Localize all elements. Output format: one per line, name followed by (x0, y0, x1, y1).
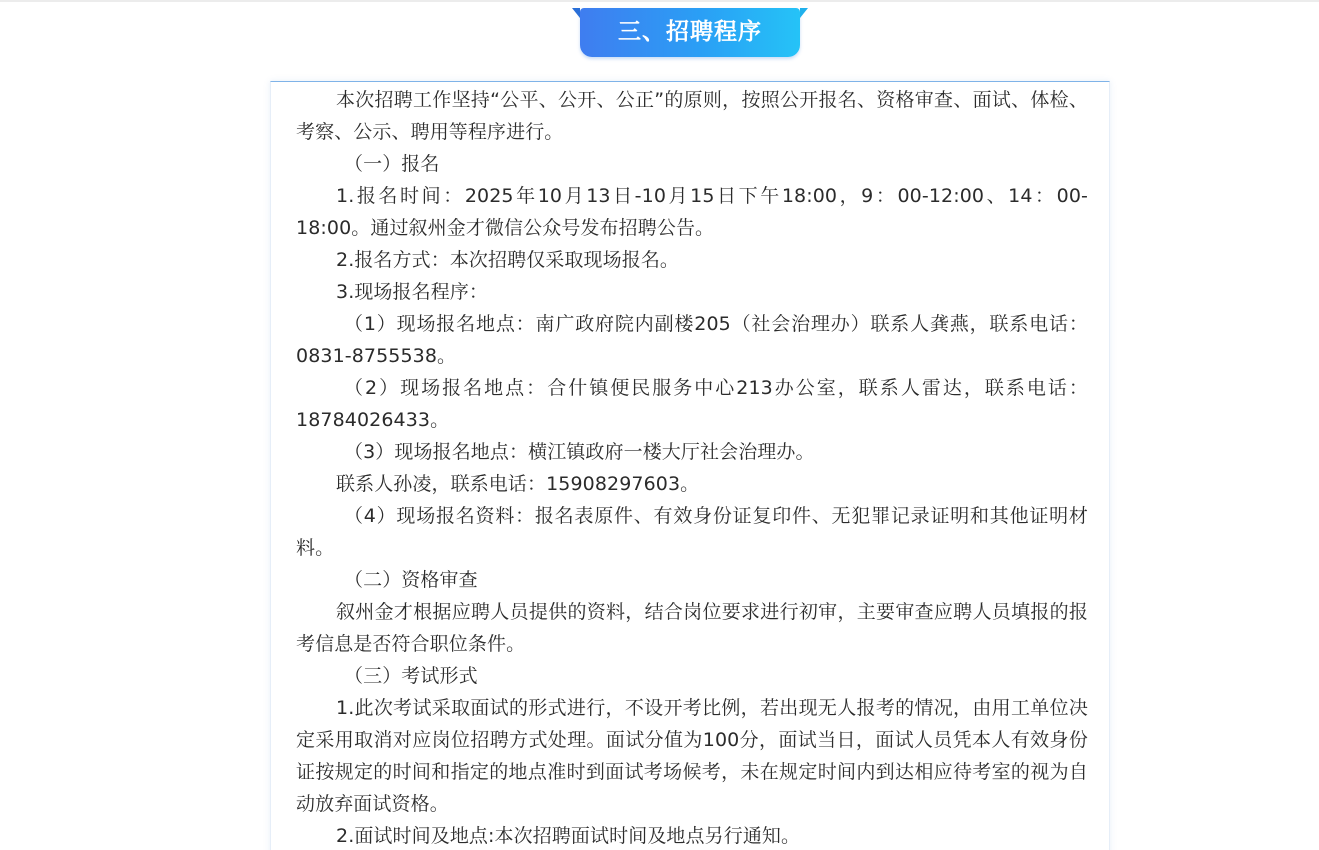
registration-location-2: （2）现场报名地点：合什镇便民服务中心213办公室，联系人雷达，联系电话：18784026433。 (296, 377, 1088, 431)
section-title-text: 三、招聘程序 (618, 19, 762, 45)
exam-format-paragraph: 1.此次考试采取面试的形式进行，不设开考比例，若出现无人报考的情况，由用工单位决定采用取消对应岗位招聘方式处理。面试分值为100分，面试当日，面试人员凭本人有效身份证按规定的时间和指定的地点准时到面试考场候考，未在规定时间内到达相应待考室的视为自动放弃面试资格。 (296, 697, 1088, 815)
intro-paragraph: 本次招聘工作坚持“公平、公开、公正”的原则，按照公开报名、资格审查、面试、体检、考察、公示、聘用等程序进行。 (296, 89, 1088, 143)
article-body (296, 84, 1088, 850)
registration-location-1: （1）现场报名地点：南广政府院内副楼205（社会治理办）联系人龚燕，联系电话：0831-8755538。 (296, 313, 1088, 367)
registration-time-paragraph: 1.报名时间：2025年10月13日-10月15日下午18:00，9：00-12:00、14：00-18:00。通过叙州金才微信公众号发布招聘公告。 (296, 185, 1088, 239)
top-divider (0, 0, 1319, 2)
heading-registration: （一）报名 (344, 153, 440, 175)
qualification-review-paragraph: 叙州金才根据应聘人员提供的资料，结合岗位要求进行初审，主要审查应聘人员填报的报考信息是否符合职位条件。 (296, 601, 1088, 655)
registration-materials: （4）现场报名资料：报名表原件、有效身份证复印件、无犯罪记录证明和其他证明材料。 (296, 505, 1088, 559)
section-title-banner (580, 8, 800, 57)
interview-time-location-paragraph: 2.面试时间及地点:本次招聘面试时间及地点另行通知。 (336, 825, 801, 847)
registration-contact-3: 联系人孙凌，联系电话：15908297603。 (336, 473, 700, 495)
registration-method-paragraph: 2.报名方式：本次招聘仅采取现场报名。 (336, 249, 680, 271)
heading-qualification-review: （二）资格审查 (344, 569, 478, 591)
heading-exam-format: （三）考试形式 (344, 665, 478, 687)
registration-location-3: （3）现场报名地点：横江镇政府一楼大厅社会治理办。 (344, 441, 815, 463)
registration-procedure-paragraph: 3.现场报名程序： (336, 281, 489, 303)
